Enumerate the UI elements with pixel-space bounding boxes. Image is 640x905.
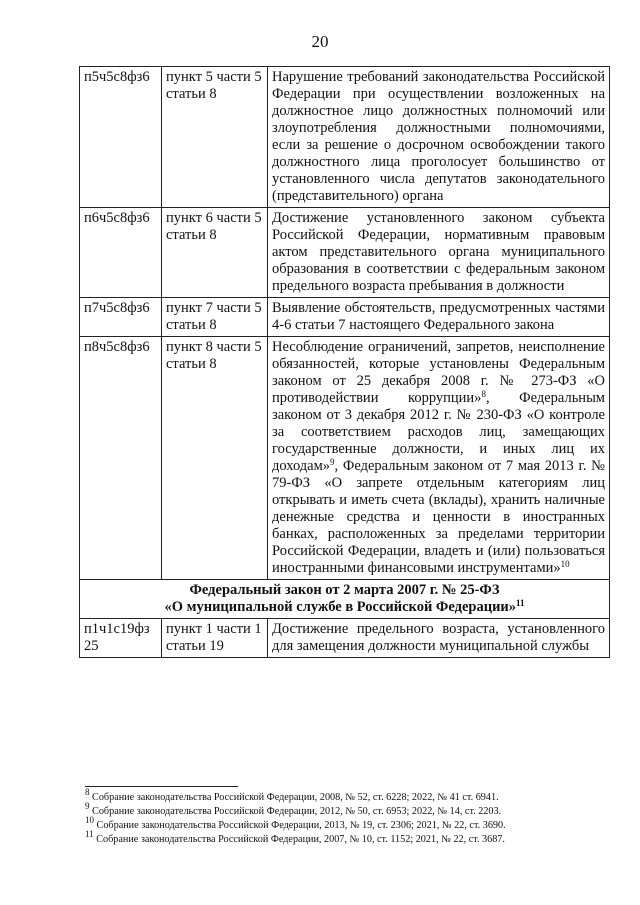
row-description: Достижение предельного возраста, установленного для замещения должности муниципальной службы [268, 619, 610, 658]
table-row [80, 67, 610, 208]
row-code: п5ч5с8фз6 [80, 67, 162, 208]
footnote-ref: 9 [330, 457, 335, 467]
footnote-number: 8 [85, 787, 90, 797]
footnote-ref: 10 [560, 559, 570, 569]
row-description: Достижение установленного законом субъекта Российской Федерации, нормативным правовым актом представительного органа муниципального образования в соответствии с федеральным законом предельного возраста пребывания в должности [268, 208, 610, 298]
row-reference: пункт 6 части 5 статьи 8 [162, 208, 268, 298]
footnote [85, 787, 625, 805]
row-reference: пункт 7 части 5 статьи 8 [162, 298, 268, 337]
footnote-number: 9 [85, 801, 90, 811]
footnote-divider [85, 786, 238, 787]
section-heading-line: Федеральный закон от 2 марта 2007 г. № 25-ФЗ [189, 582, 500, 598]
footnote-text: Собрание законодательства Российской Федерации, 2012, № 50, ст. 6953; 2022, № 14, ст. 2203. [92, 806, 502, 817]
footnote-text: Собрание законодательства Российской Федерации, 2007, № 10, ст. 1152; 2021, № 22, ст. 3687. [96, 834, 505, 845]
footnote [85, 801, 625, 819]
row-description [268, 337, 610, 580]
footnote-number: 11 [85, 829, 94, 839]
footnote [85, 815, 625, 833]
table-row [80, 298, 610, 337]
row-reference: пункт 8 части 5 статьи 8 [162, 337, 268, 580]
description-part: , Федеральным законом от 7 мая 2013 г. № 79-ФЗ «О запрете отдельным категориям лиц открывать и иметь счета (вклады), хранить наличные денежные средства и ценности в иностранных банках, расположенных за пределами территории Российской Федерации, владеть и (или) пользоваться иностранными финансовыми инструментами» [272, 458, 605, 576]
section-heading-row [80, 580, 610, 619]
footnote-text: Собрание законодательства Российской Федерации, 2008, № 52, ст. 6228; 2022, № 41 ст. 6941. [92, 792, 499, 803]
footnote-ref: 11 [516, 598, 525, 608]
row-description: Выявление обстоятельств, предусмотренных частями 4-6 статьи 7 настоящего Федерального закона [268, 298, 610, 337]
section-heading-title: «О муниципальной службе в Российской Федерации» [164, 599, 517, 615]
row-reference: пункт 1 части 1 статьи 19 [162, 619, 268, 658]
description-part: , Федеральным законом от 3 декабря 2012 г. № 230-ФЗ «О контроле за соответствием расходов лиц, замещающих государственные должности, и иных лиц их доходам» [272, 390, 605, 474]
row-description: Нарушение требований законодательства Российской Федерации при осуществлении возложенных на должностное лицо должностных полномочий или злоупотребления должностными полномочиями, если за решение о досрочном освобождении такого должностного лица проголосует большинство от установленного числа депутатов законодательного (представительного) органа [268, 67, 610, 208]
row-code: п6ч5с8фз6 [80, 208, 162, 298]
row-code: п8ч5с8фз6 [80, 337, 162, 580]
footnote-number: 10 [85, 815, 94, 825]
footnote [85, 829, 625, 847]
section-heading-line [84, 599, 605, 616]
description-part: Несоблюдение ограничений, запретов, неисполнение обязанностей, которые установлены Федеральным законом от 25 декабря 2008 г. № 273-ФЗ «О противодействии коррупции» [272, 339, 605, 406]
row-code: п7ч5с8фз6 [80, 298, 162, 337]
row-code: п1ч1с19фз 25 [80, 619, 162, 658]
table-row [80, 337, 610, 580]
row-reference: пункт 5 части 5 статьи 8 [162, 67, 268, 208]
footnote-ref: 8 [481, 389, 486, 399]
table-row [80, 208, 610, 298]
footnote-text: Собрание законодательства Российской Федерации, 2013, № 19, ст. 2306; 2021, № 22, ст. 3690. [96, 820, 506, 831]
section-heading [80, 580, 610, 619]
page-number: 20 [311, 32, 329, 51]
footnotes [85, 787, 625, 847]
law-table [79, 66, 610, 658]
table-row [80, 619, 610, 658]
